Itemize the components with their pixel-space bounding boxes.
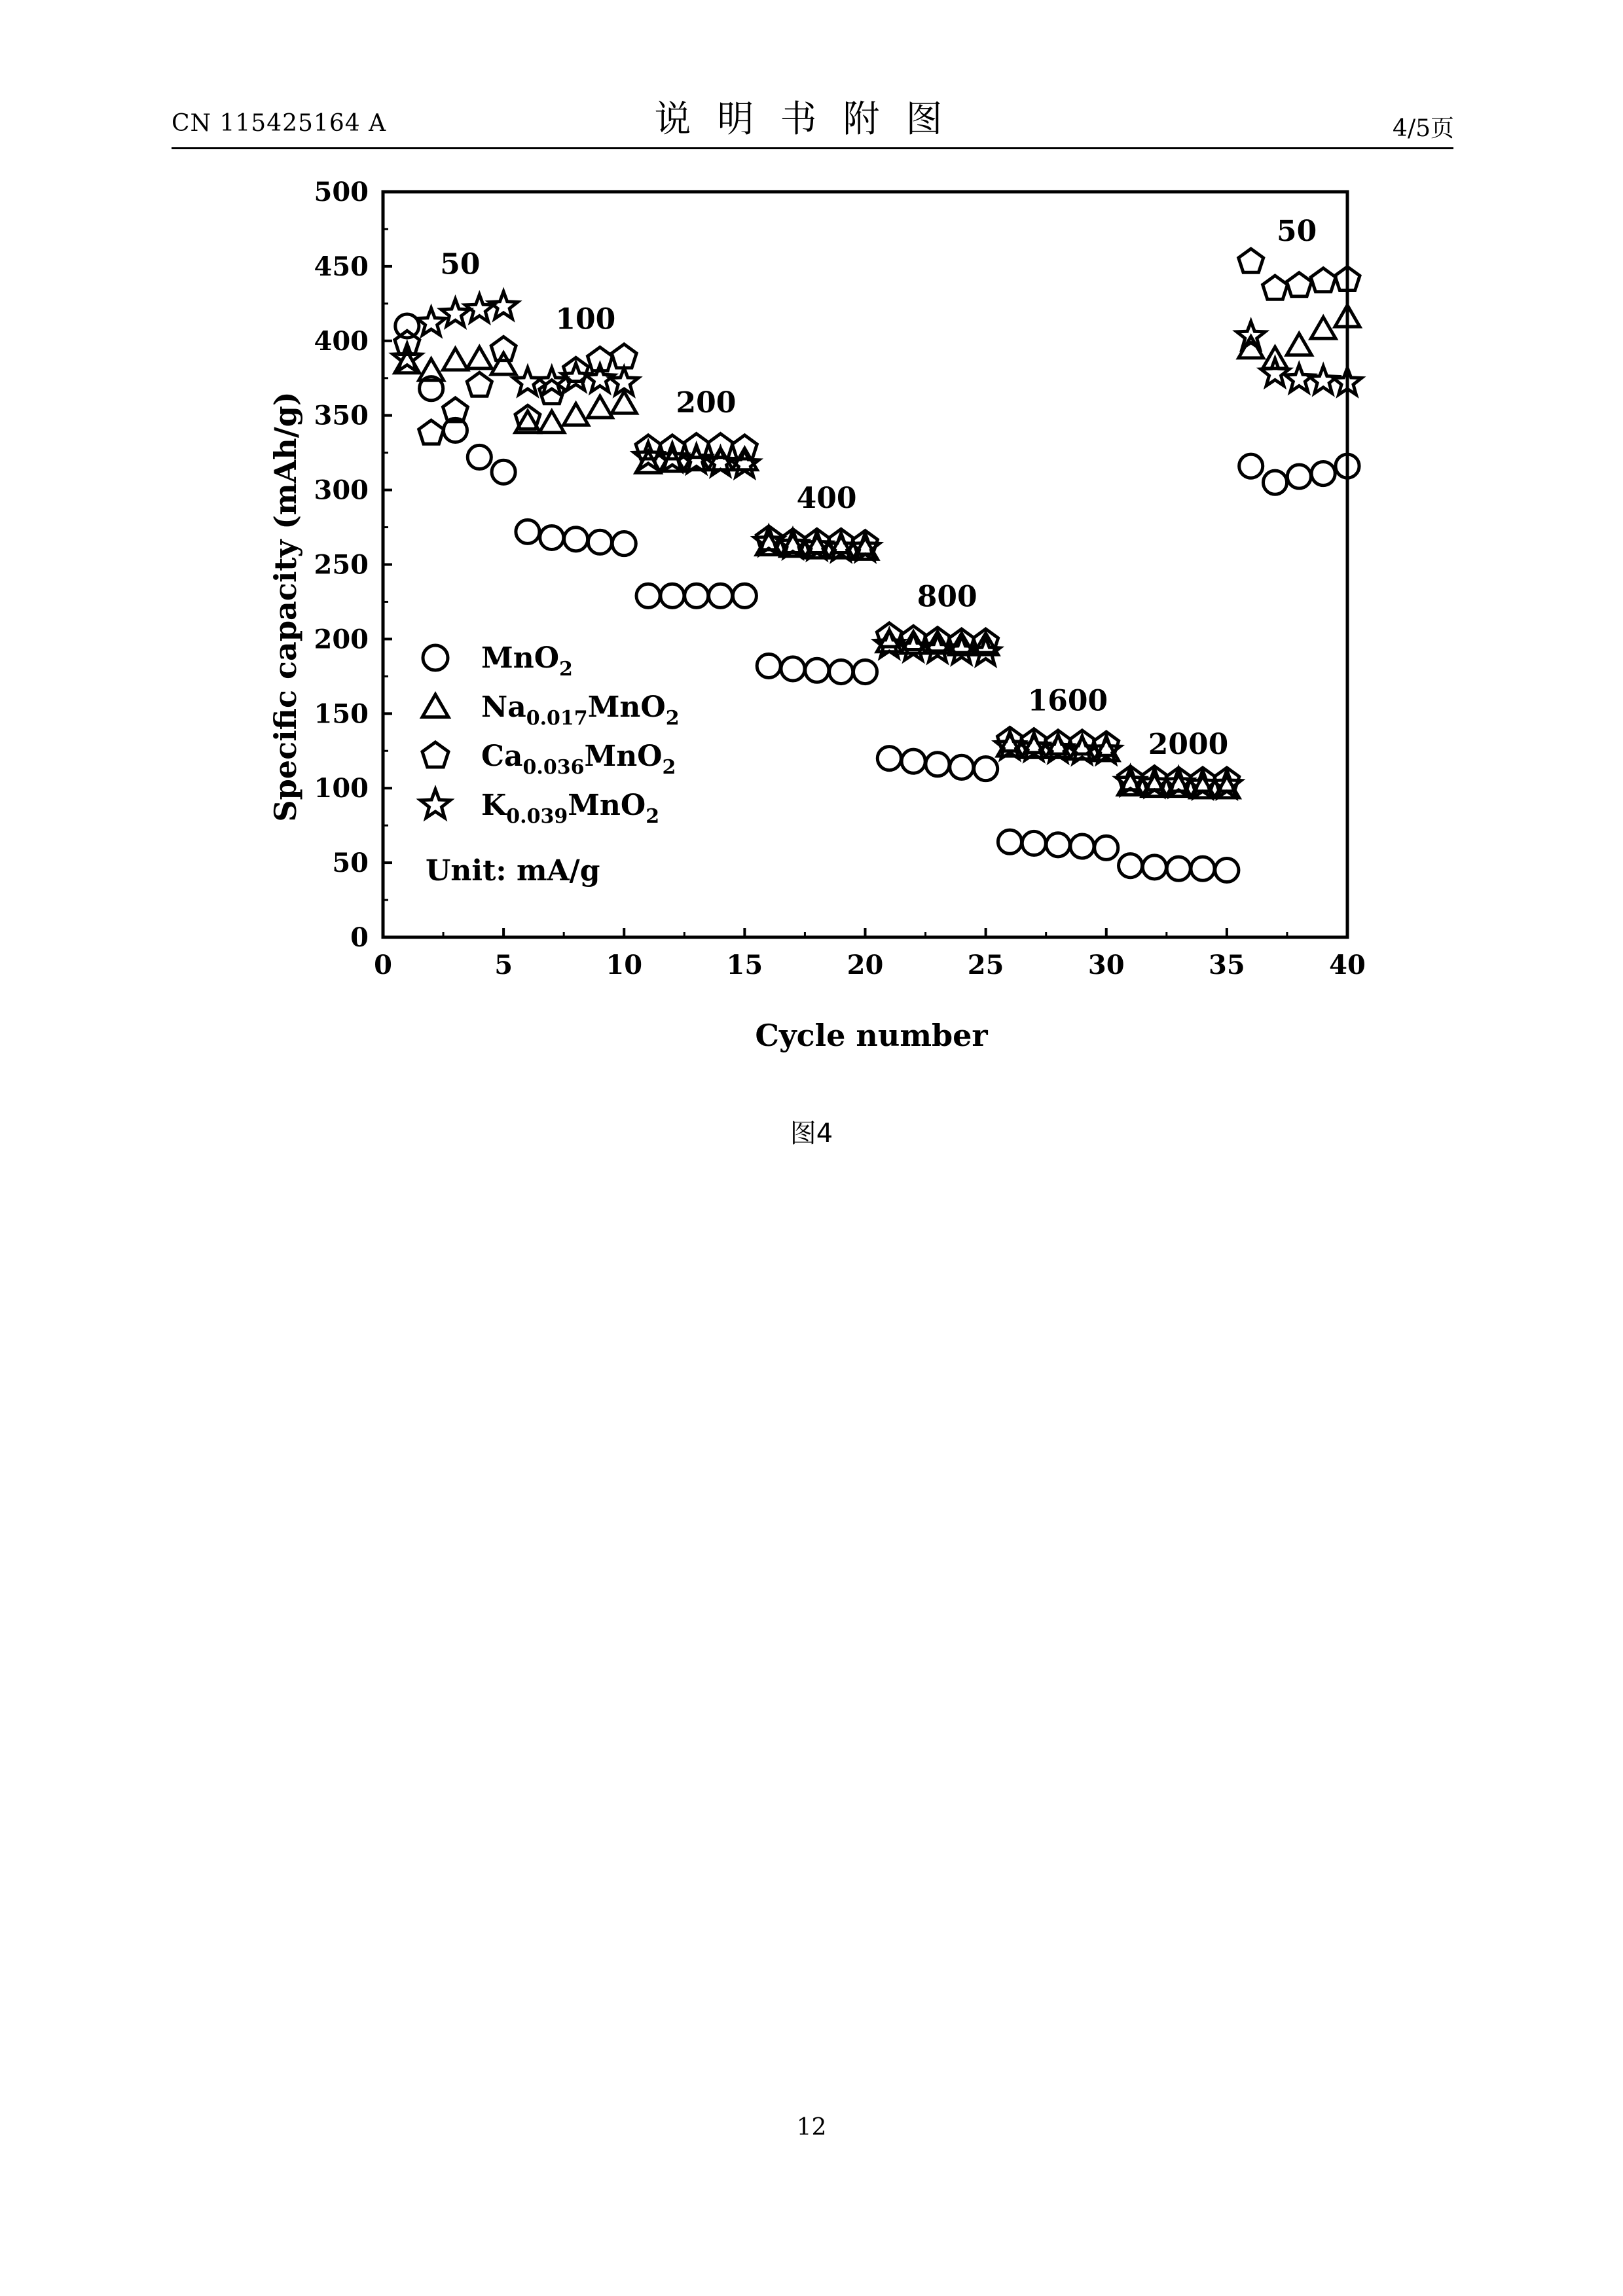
data-point-triangle xyxy=(564,404,589,425)
data-point-circle xyxy=(1142,855,1166,879)
data-point-circle xyxy=(853,660,877,683)
rate-capability-chart xyxy=(0,0,1623,1080)
data-point-circle xyxy=(1070,834,1094,858)
data-point-circle xyxy=(733,584,756,607)
data-point-circle xyxy=(1263,471,1286,494)
patent-number: CN 115425164 A xyxy=(172,110,387,137)
y-tick-label: 250 xyxy=(314,549,369,581)
data-point-circle xyxy=(1095,836,1118,859)
data-point-pentagon xyxy=(1286,273,1311,296)
x-tick-label: 20 xyxy=(847,950,884,980)
y-tick-label: 350 xyxy=(314,400,369,431)
data-point-star xyxy=(489,292,517,319)
data-point-pentagon xyxy=(1311,268,1336,292)
x-tick-label: 10 xyxy=(606,950,643,980)
data-point-circle xyxy=(998,830,1021,853)
data-point-circle xyxy=(1239,454,1263,478)
y-tick-label: 450 xyxy=(314,251,369,282)
data-point-circle xyxy=(516,520,539,543)
data-point-circle xyxy=(1191,857,1214,880)
data-point-pentagon xyxy=(467,372,492,396)
y-tick-label: 150 xyxy=(314,698,369,730)
legend-label: $K_{0.039}MnO_2$ xyxy=(481,789,660,828)
y-tick-label: 200 xyxy=(314,624,369,655)
section-title: 说明书附图 xyxy=(654,98,969,141)
data-point-circle xyxy=(781,657,805,681)
data-point-star xyxy=(610,368,638,395)
data-point-circle xyxy=(588,530,611,554)
y-tick-label: 300 xyxy=(314,475,369,506)
rate-label: 2000 xyxy=(1148,727,1229,761)
x-tick-label: 40 xyxy=(1329,950,1366,980)
legend-marker-star xyxy=(420,789,450,817)
legend-item xyxy=(422,740,676,779)
data-point-circle xyxy=(467,445,491,469)
data-point-circle xyxy=(1287,465,1311,488)
data-point-circle xyxy=(830,660,853,683)
data-point-triangle xyxy=(1311,317,1336,339)
data-point-pentagon xyxy=(1239,249,1264,272)
rate-label: 400 xyxy=(796,481,857,515)
data-point-star xyxy=(441,299,469,326)
x-tick-label: 35 xyxy=(1209,950,1245,980)
data-point-triangle xyxy=(467,347,492,368)
x-tick-label: 15 xyxy=(726,950,763,980)
y-tick-label: 500 xyxy=(314,177,369,207)
data-point-circle xyxy=(877,747,901,770)
legend-marker-triangle xyxy=(422,694,448,717)
data-point-star xyxy=(513,368,541,395)
data-point-pentagon xyxy=(491,337,516,361)
data-point-circle xyxy=(709,584,733,607)
rate-label: 50 xyxy=(440,247,481,281)
data-point-circle xyxy=(1119,854,1142,878)
legend-item xyxy=(422,691,679,730)
data-point-circle xyxy=(1022,831,1046,855)
data-point-circle xyxy=(564,528,588,551)
unit-note: Unit: mA/g xyxy=(426,854,600,888)
page-number: 12 xyxy=(796,2114,827,2141)
legend-item xyxy=(423,641,573,681)
y-tick-label: 50 xyxy=(332,848,369,879)
data-point-circle xyxy=(612,532,636,556)
legend-label: $Na_{0.017}MnO_2$ xyxy=(481,691,680,730)
data-point-circle xyxy=(1167,857,1190,880)
y-axis-label: Specific capacity (mAh/g) xyxy=(268,391,303,822)
legend-marker-circle xyxy=(423,645,448,670)
data-point-circle xyxy=(902,749,925,773)
data-point-circle xyxy=(540,526,564,549)
legend-label: $Ca_{0.036}MnO_2$ xyxy=(481,740,676,779)
data-point-circle xyxy=(805,658,829,682)
page-indicator: 4/5页 xyxy=(1393,115,1454,142)
data-point-triangle xyxy=(1286,334,1311,355)
rate-label: 200 xyxy=(676,386,737,420)
data-point-star xyxy=(465,295,494,321)
x-tick-label: 25 xyxy=(967,950,1004,980)
data-point-circle xyxy=(950,755,974,779)
data-point-circle xyxy=(926,753,949,776)
data-point-circle xyxy=(974,757,998,781)
data-point-circle xyxy=(661,584,684,607)
data-point-pentagon xyxy=(1263,276,1288,299)
x-tick-label: 0 xyxy=(374,950,392,980)
data-point-circle xyxy=(1311,461,1335,485)
x-tick-label: 5 xyxy=(494,950,513,980)
x-axis-label: Cycle number xyxy=(755,1018,988,1053)
data-point-triangle xyxy=(443,348,468,370)
rate-label: 1600 xyxy=(1027,684,1108,718)
rate-label: 50 xyxy=(1277,215,1317,249)
legend-label: MnO$_2$ xyxy=(481,641,573,681)
legend-item xyxy=(420,789,659,828)
data-point-circle xyxy=(492,460,515,484)
data-point-triangle xyxy=(539,411,564,433)
data-point-triangle xyxy=(588,396,613,418)
y-tick-label: 100 xyxy=(314,773,369,804)
data-point-circle xyxy=(685,584,708,607)
y-tick-label: 400 xyxy=(314,325,369,357)
y-tick-label: 0 xyxy=(350,922,369,953)
x-tick-label: 30 xyxy=(1087,950,1125,980)
data-point-circle xyxy=(1215,858,1239,882)
data-point-circle xyxy=(757,654,780,677)
legend-marker-pentagon xyxy=(422,742,448,767)
legend xyxy=(420,641,679,828)
data-point-circle xyxy=(1046,833,1070,857)
data-point-star xyxy=(417,308,445,335)
rate-label: 800 xyxy=(917,580,977,614)
data-point-pentagon xyxy=(419,420,444,444)
data-marks xyxy=(393,249,1362,882)
figure-caption: 图4 xyxy=(790,1119,833,1149)
data-point-circle xyxy=(636,584,660,607)
rate-label: 100 xyxy=(555,302,616,336)
